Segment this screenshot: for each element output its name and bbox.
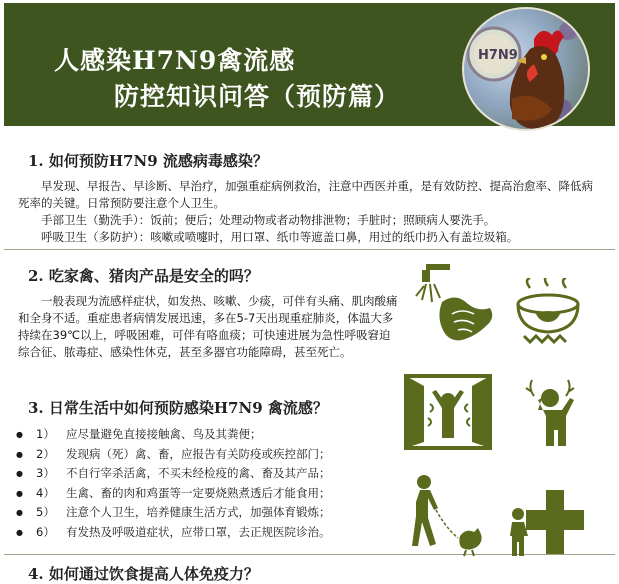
banner-title-line1: 人感染H7N9禽流感 bbox=[54, 46, 296, 75]
list-item: ● 4） 生禽、畜的肉和鸡蛋等一定要烧熟煮透后才能食用； bbox=[16, 484, 331, 504]
photo-virus-label: H7N9 bbox=[478, 48, 518, 63]
section-1-paragraph-2: 手部卫生（勤洗手）：饭前；便后；处理动物或者动物排泄物；手脏时；照顾病人要洗手。 bbox=[41, 213, 496, 227]
list-item: ● 6） 有发热及呼吸道症状，应带口罩，去正规医院诊治。 bbox=[16, 523, 331, 543]
open-window-icon bbox=[402, 372, 494, 452]
section-2-body bbox=[18, 293, 398, 361]
header-banner bbox=[4, 3, 615, 126]
medical-cross-icon bbox=[506, 488, 588, 558]
list-item: ● 2） 发现病（死）禽、畜，应报告有关防疫或疾控部门； bbox=[16, 445, 331, 465]
list-item: ● 1） 应尽量避免直接接触禽、鸟及其粪便； bbox=[16, 425, 331, 445]
hand-washing-icon bbox=[412, 262, 502, 352]
section-2-paragraph: 一般表现为流感样症状，如发热、咳嗽、少痰，可伴有头痛、肌肉酸痛和全身不适。重症患者病情发展迅速，多在5-7天出现重症肺炎，体温大多持续在39℃以上，呼吸困难，可伴有咯血痰；可快速进展为急性呼吸窘迫综合征、脓毒症、感染性休克，甚至多器官功能障碍，甚至死亡。 bbox=[18, 294, 398, 359]
list-item: ● 5） 注意个人卫生，培养健康生活方式，加强体育锻炼； bbox=[16, 503, 331, 523]
section-3-title: 3. 日常生活中如何预防感染H7N9 禽流感？ bbox=[28, 399, 328, 417]
section-4-title: 4. 如何通过饮食提高人体免疫力？ bbox=[28, 565, 259, 583]
sick-person-icon bbox=[512, 374, 588, 450]
prevention-tips-list bbox=[16, 425, 331, 542]
section-divider bbox=[4, 249, 615, 250]
section-1-body bbox=[18, 178, 600, 246]
section-1-paragraph-1: 早发现、早报告、早诊断、早治疗，加强重症病例救治，注意中西医并重，是有效防控、提高治愈率、降低病死率的关键。日常预防要注意个人卫生。 bbox=[18, 179, 593, 210]
section-2-title: 2. 吃家禽、猪肉产品是安全的吗？ bbox=[28, 267, 259, 285]
boiling-pot-icon bbox=[510, 278, 586, 348]
list-item: ● 3） 不自行宰杀活禽，不买未经检疫的禽、畜及其产品； bbox=[16, 464, 331, 484]
rooster-virus-photo bbox=[462, 7, 590, 131]
walking-from-poultry-icon bbox=[410, 474, 488, 558]
section-1-title: 1. 如何预防H7N9 流感病毒感染？ bbox=[28, 152, 268, 170]
section-1-paragraph-3: 呼吸卫生（多防护）：咳嗽或喷嚏时，用口罩、纸巾等遮盖口鼻，用过的纸巾扔入有盖垃圾箱。 bbox=[41, 230, 519, 244]
banner-title-line2: 防控知识问答（预防篇） bbox=[114, 82, 401, 111]
